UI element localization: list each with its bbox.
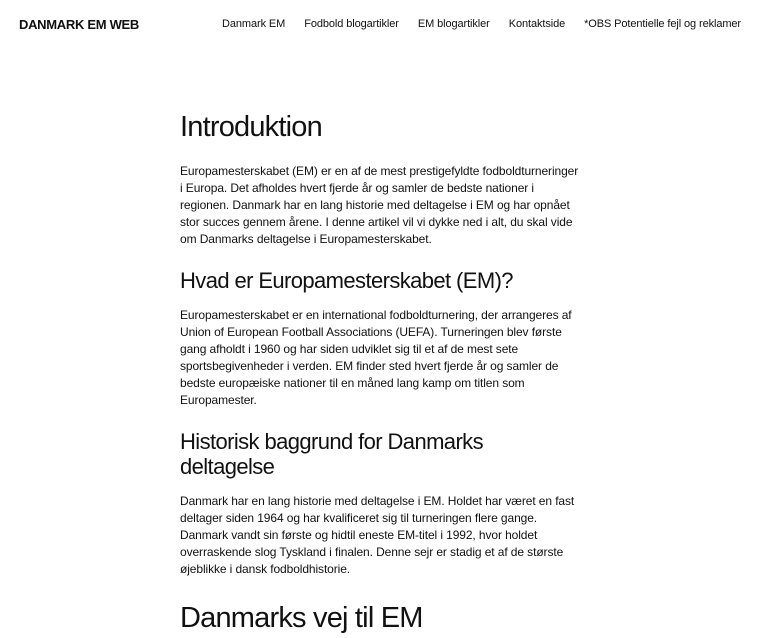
section-heading-road-to-em: Danmarks vej til EM	[180, 602, 423, 634]
site-header	[0, 0, 760, 52]
nav-item-kontaktside[interactable]: Kontaktside	[508, 18, 566, 30]
section-heading-historical-background: Historisk baggrund for Danmarks deltagelse	[180, 429, 483, 479]
section-paragraph-historical-background: Danmark har en lang historie med deltagelse i EM. Holdet har været en fast deltager siden 1964 og har kvalificeret sig til turneringen flere gange. Danmark vandt sin første og hidtil eneste EM-titel i 1992, hvor holdet overraskende slog Tyskland i finalen. Denne sejr er stadig et af de største øjeblikke i dansk fodboldhistorie.	[180, 494, 575, 576]
article-content	[180, 106, 580, 638]
section-paragraph-what-is-em: Europamesterskabet er en international fodboldturnering, der arrangeres af Union of European Football Associations (UEFA). Turneringen blev første gang afholdt i 1960 og har siden udviklet sig til et af de mest sete sportsbegivenheder i verden. EM finder sted hvert fjerde år og samler de bedste europæiske nationer til en måned lang kamp om titlen som Europamester.	[180, 308, 572, 407]
main-nav	[222, 18, 741, 30]
section-heading-what-is-em: Hvad er Europamesterskabet (EM)?	[180, 268, 513, 293]
nav-item-em-blogartikler[interactable]: EM blogartikler	[417, 18, 490, 30]
nav-item-obs-fejl-reklamer[interactable]: *OBS Potentielle fejl og reklamer	[584, 18, 741, 30]
nav-item-fodbold-blogartikler[interactable]: Fodbold blogartikler	[304, 18, 399, 30]
site-title-link[interactable]: DANMARK EM WEB	[19, 17, 140, 32]
nav-item-danmark-em[interactable]: Danmark EM	[222, 18, 286, 30]
page-title: Introduktion	[180, 111, 322, 143]
intro-paragraph: Europamesterskabet (EM) er en af de mest prestigefyldte fodboldturneringer i Europa. Det afholdes hvert fjerde år og samler de bedste nationer i regionen. Danmark har en lang historie med deltagelse i EM og har opnået stor succes gennem årene. I denne artikel vil vi dykke ned i alt, du skal vide om Danmarks deltagelse i Europamesterskabet.	[180, 164, 579, 246]
